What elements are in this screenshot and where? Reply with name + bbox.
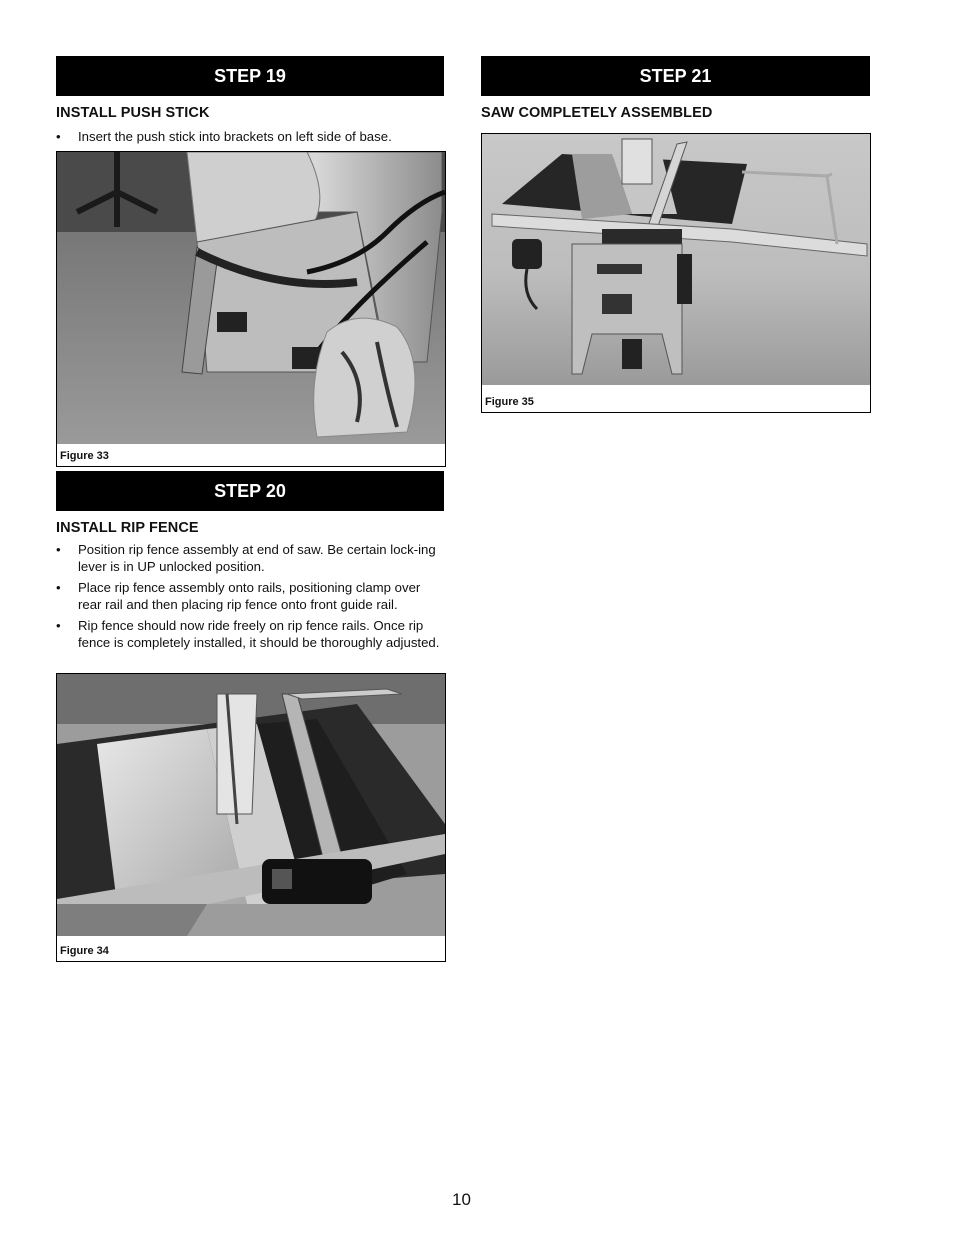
step-21-subheading: SAW COMPLETELY ASSEMBLED — [481, 105, 713, 121]
step-20-header: STEP 20 — [56, 471, 444, 511]
step-19-header: STEP 19 — [56, 56, 444, 96]
figure-33-caption: Figure 33 — [60, 450, 109, 462]
figure-35 — [481, 133, 871, 413]
figure-35-caption: Figure 35 — [485, 396, 534, 408]
step-20-bullet-1: • Position rip fence assembly at end of saw. Be certain lock-ing lever is in UP unlocked position. — [56, 541, 444, 575]
figure-34 — [56, 673, 446, 962]
step-19-bullet-list — [56, 128, 444, 149]
step-19-subheading: INSTALL PUSH STICK — [56, 105, 210, 121]
step-20-bullet-2: • Place rip fence assembly onto rails, positioning clamp over rear rail and then placing rip fence onto front guide rail. — [56, 579, 444, 613]
step-20-bullet-list — [56, 541, 444, 655]
figure-33-photo — [57, 152, 445, 444]
figure-35-photo — [482, 134, 870, 385]
figure-34-caption: Figure 34 — [60, 945, 109, 957]
page-number: 10 — [452, 1190, 471, 1209]
step-20-bullet-3: • Rip fence should now ride freely on rip fence rails. Once rip fence is completely installed, it should be thoroughly adjusted. — [56, 617, 444, 651]
step-21-header: STEP 21 — [481, 56, 870, 96]
figure-33 — [56, 151, 446, 467]
step-20-subheading: INSTALL RIP FENCE — [56, 520, 199, 536]
step-19-bullet-1: • Insert the push stick into brackets on left side of base. — [56, 128, 444, 145]
figure-34-photo — [57, 674, 445, 936]
